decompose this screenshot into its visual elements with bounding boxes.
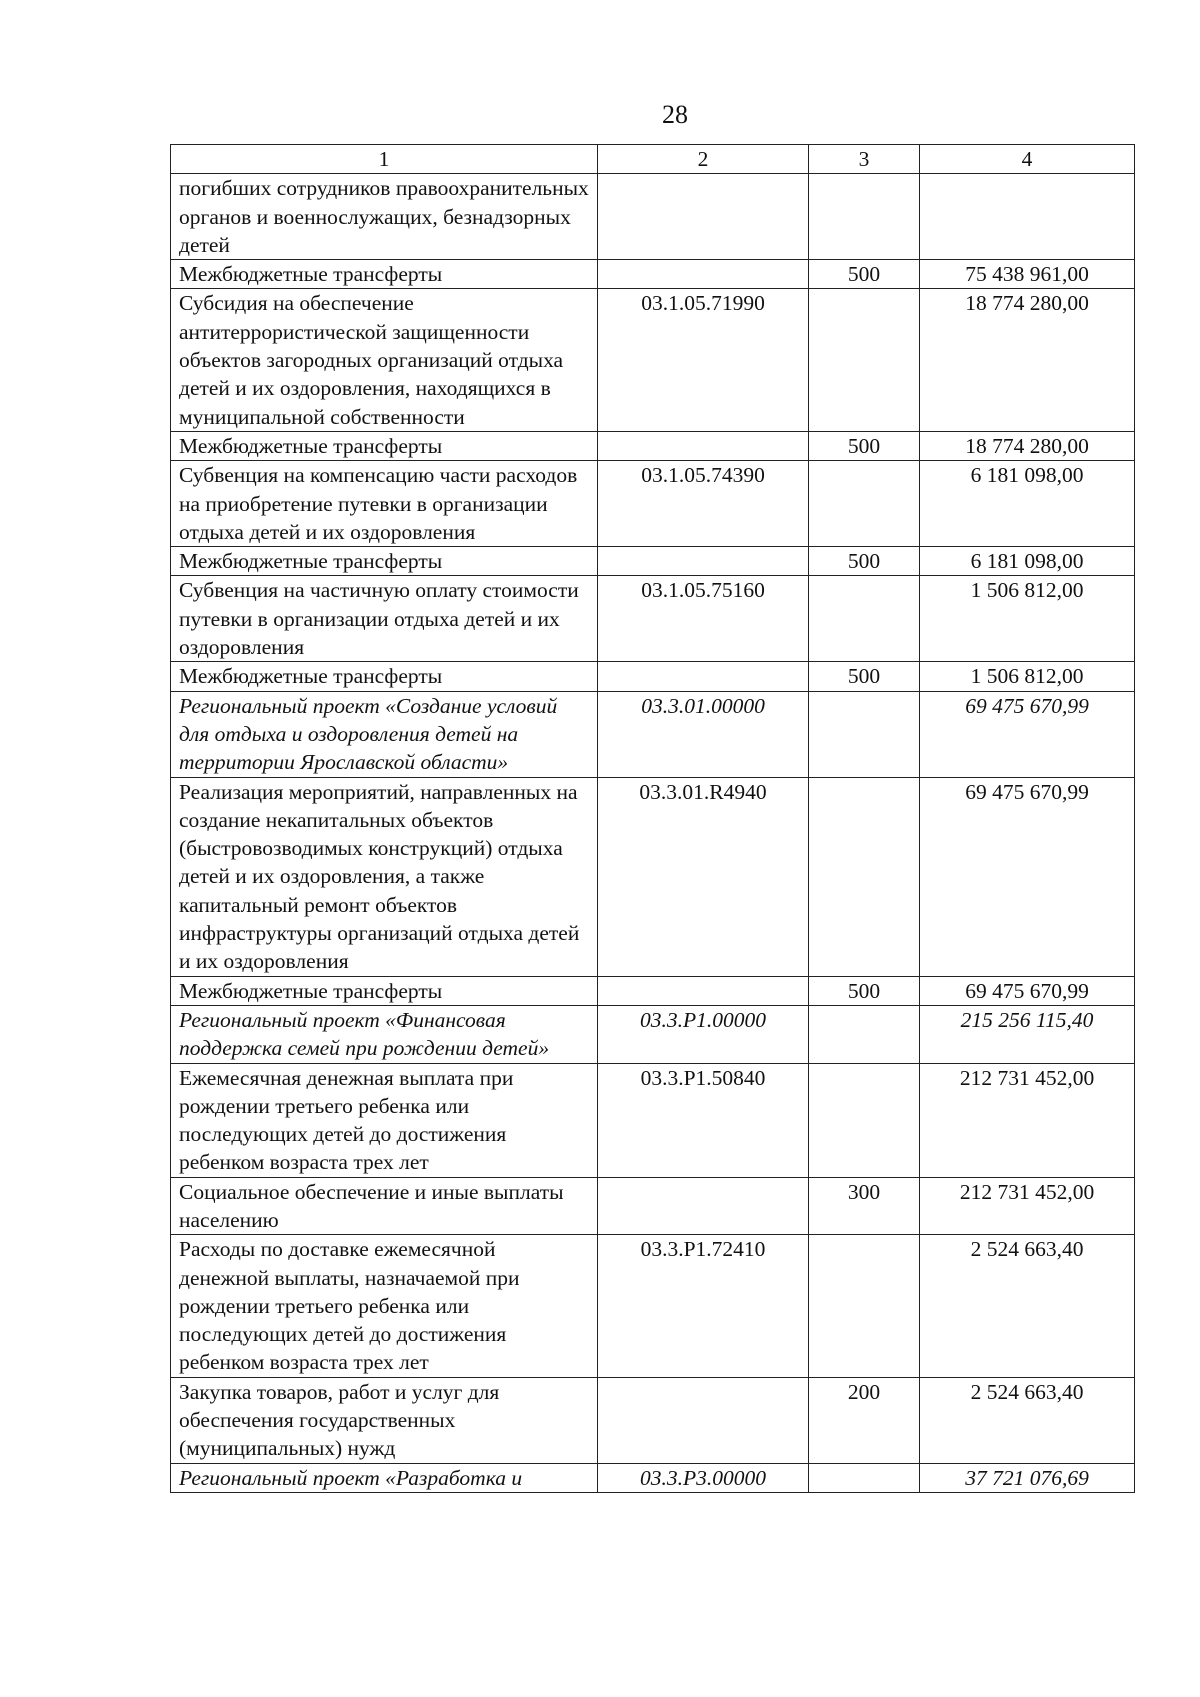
row-code-cell: 03.1.05.74390 — [598, 461, 809, 547]
row-expense-type-cell: 500 — [809, 431, 920, 460]
row-name-cell: Региональный проект «Создание условий для отдыха и оздоровления детей на территории Ярославской области» — [171, 691, 598, 777]
row-code-cell — [598, 174, 809, 260]
row-expense-type-cell: 500 — [809, 662, 920, 691]
row-code-cell — [598, 431, 809, 460]
row-name-cell: Расходы по доставке ежемесячной денежной выплаты, назначаемой при рождении третьего ребенка или последующих детей до достижения ребенком возраста трех лет — [171, 1235, 598, 1377]
row-amount-cell: 37 721 076,69 — [920, 1463, 1135, 1492]
row-amount-cell: 2 524 663,40 — [920, 1235, 1135, 1377]
row-name-cell: Социальное обеспечение и иные выплаты населению — [171, 1177, 598, 1235]
row-expense-type-cell — [809, 1463, 920, 1492]
row-name-cell: Региональный проект «Финансовая поддержка семей при рождении детей» — [171, 1005, 598, 1063]
row-amount-cell: 215 256 115,40 — [920, 1005, 1135, 1063]
row-expense-type-cell: 200 — [809, 1377, 920, 1463]
table-row — [171, 260, 1135, 289]
row-amount-cell: 212 731 452,00 — [920, 1063, 1135, 1177]
row-code-cell: 03.3.P3.00000 — [598, 1463, 809, 1492]
column-header-4: 4 — [920, 145, 1135, 174]
column-header-2: 2 — [598, 145, 809, 174]
row-name-cell: Закупка товаров, работ и услуг для обеспечения государственных (муниципальных) нужд — [171, 1377, 598, 1463]
row-code-cell: 03.1.05.75160 — [598, 576, 809, 662]
row-amount-cell: 18 774 280,00 — [920, 431, 1135, 460]
row-expense-type-cell — [809, 461, 920, 547]
row-amount-cell — [920, 174, 1135, 260]
row-name-cell: Межбюджетные трансферты — [171, 547, 598, 576]
table-row — [171, 1005, 1135, 1063]
row-expense-type-cell — [809, 1005, 920, 1063]
row-amount-cell: 18 774 280,00 — [920, 289, 1135, 431]
row-expense-type-cell: 500 — [809, 976, 920, 1005]
row-amount-cell: 212 731 452,00 — [920, 1177, 1135, 1235]
row-expense-type-cell — [809, 1235, 920, 1377]
row-amount-cell: 6 181 098,00 — [920, 547, 1135, 576]
row-code-cell — [598, 1177, 809, 1235]
header-row — [171, 145, 1135, 174]
row-code-cell: 03.1.05.71990 — [598, 289, 809, 431]
row-code-cell: 03.3.P1.72410 — [598, 1235, 809, 1377]
table-row — [171, 431, 1135, 460]
row-amount-cell: 69 475 670,99 — [920, 777, 1135, 976]
table-body — [171, 174, 1135, 1493]
table-row — [171, 1235, 1135, 1377]
table-header — [171, 145, 1135, 174]
table-row — [171, 777, 1135, 976]
row-amount-cell: 1 506 812,00 — [920, 576, 1135, 662]
table-row — [171, 976, 1135, 1005]
table-row — [171, 691, 1135, 777]
row-name-cell: Межбюджетные трансферты — [171, 662, 598, 691]
row-code-cell: 03.3.01.R4940 — [598, 777, 809, 976]
row-expense-type-cell: 300 — [809, 1177, 920, 1235]
row-expense-type-cell — [809, 691, 920, 777]
row-expense-type-cell — [809, 576, 920, 662]
table-row — [171, 289, 1135, 431]
row-expense-type-cell — [809, 174, 920, 260]
budget-table — [170, 144, 1135, 1493]
row-code-cell: 03.3.P1.00000 — [598, 1005, 809, 1063]
table-row — [171, 1463, 1135, 1492]
row-name-cell: Межбюджетные трансферты — [171, 976, 598, 1005]
table-row — [171, 576, 1135, 662]
row-amount-cell: 6 181 098,00 — [920, 461, 1135, 547]
row-code-cell — [598, 547, 809, 576]
row-amount-cell: 69 475 670,99 — [920, 976, 1135, 1005]
row-code-cell — [598, 260, 809, 289]
table-row — [171, 1063, 1135, 1177]
row-expense-type-cell — [809, 1063, 920, 1177]
row-code-cell: 03.3.P1.50840 — [598, 1063, 809, 1177]
row-expense-type-cell: 500 — [809, 547, 920, 576]
row-expense-type-cell — [809, 777, 920, 976]
row-name-cell: Реализация мероприятий, направленных на создание некапитальных объектов (быстровозводимых конструкций) отдыха детей и их оздоровления, а также капитальный ремонт объектов инфраструктуры организаций отдыха детей и их оздоровления — [171, 777, 598, 976]
row-code-cell — [598, 1377, 809, 1463]
column-header-1: 1 — [171, 145, 598, 174]
row-name-cell: погибших сотрудников правоохранительных органов и военнослужащих, безнадзорных детей — [171, 174, 598, 260]
table-row — [171, 662, 1135, 691]
row-name-cell: Ежемесячная денежная выплата при рождении третьего ребенка или последующих детей до достижения ребенком возраста трех лет — [171, 1063, 598, 1177]
row-amount-cell: 75 438 961,00 — [920, 260, 1135, 289]
row-expense-type-cell — [809, 289, 920, 431]
row-name-cell: Межбюджетные трансферты — [171, 260, 598, 289]
table-row — [171, 174, 1135, 260]
row-code-cell — [598, 976, 809, 1005]
row-expense-type-cell: 500 — [809, 260, 920, 289]
row-amount-cell: 2 524 663,40 — [920, 1377, 1135, 1463]
column-header-3: 3 — [809, 145, 920, 174]
row-code-cell — [598, 662, 809, 691]
row-amount-cell: 1 506 812,00 — [920, 662, 1135, 691]
row-name-cell: Субвенция на частичную оплату стоимости путевки в организации отдыха детей и их оздоровления — [171, 576, 598, 662]
table-row — [171, 461, 1135, 547]
row-code-cell: 03.3.01.00000 — [598, 691, 809, 777]
table-row — [171, 1377, 1135, 1463]
row-name-cell: Межбюджетные трансферты — [171, 431, 598, 460]
table-row — [171, 547, 1135, 576]
table-row — [171, 1177, 1135, 1235]
row-name-cell: Субвенция на компенсацию части расходов на приобретение путевки в организации отдыха детей и их оздоровления — [171, 461, 598, 547]
page-number: 28 — [662, 100, 688, 129]
row-name-cell: Региональный проект «Разработка и — [171, 1463, 598, 1492]
row-amount-cell: 69 475 670,99 — [920, 691, 1135, 777]
row-name-cell: Субсидия на обеспечение антитеррористической защищенности объектов загородных организаций отдыха детей и их оздоровления, находящихся в муниципальной собственности — [171, 289, 598, 431]
